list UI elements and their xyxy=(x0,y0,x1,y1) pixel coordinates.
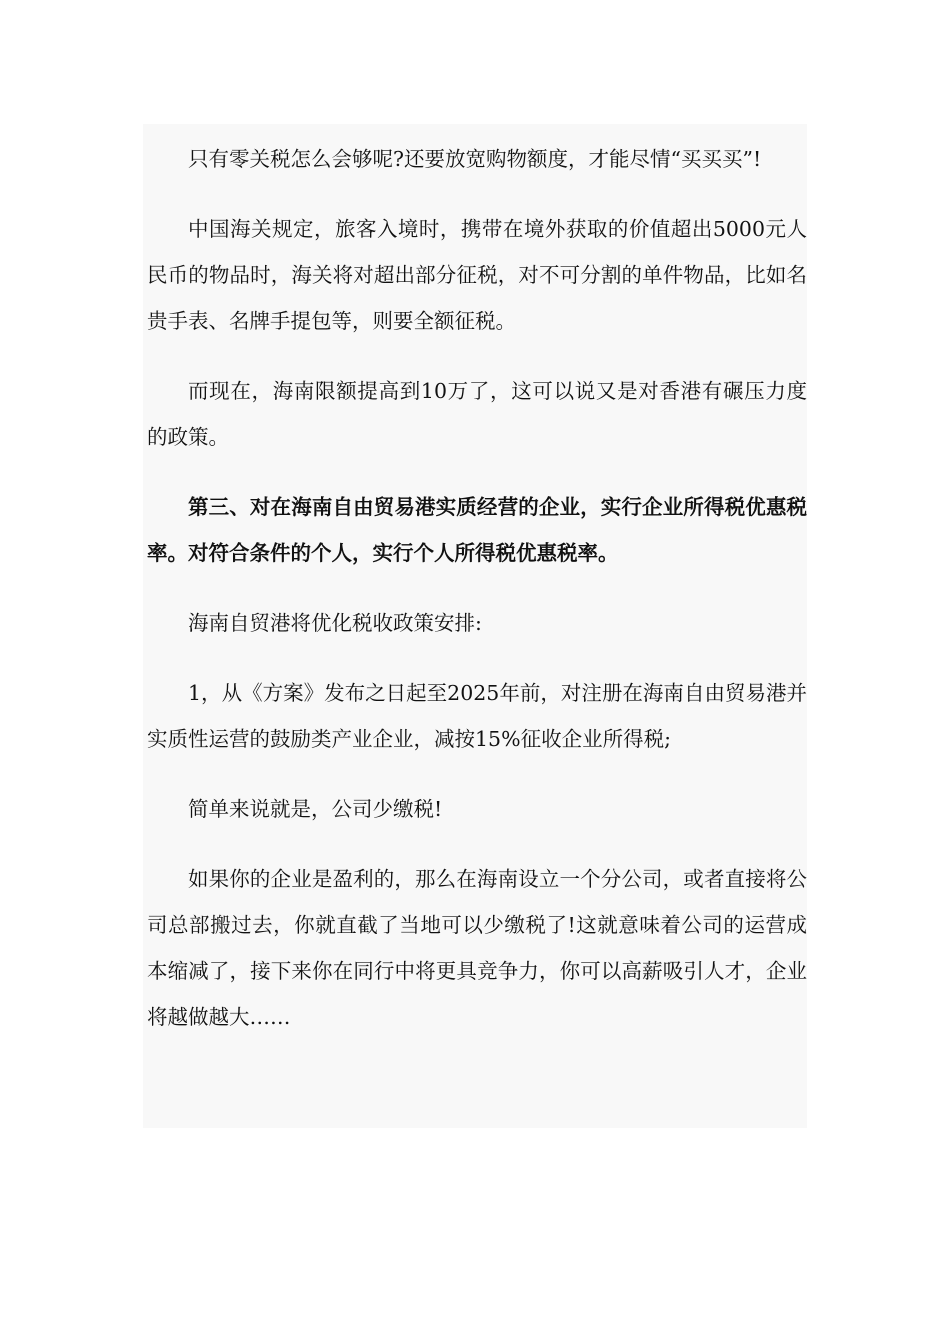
paragraph-summary: 简单来说就是，公司少缴税! xyxy=(188,797,443,821)
document-body xyxy=(143,124,807,1128)
paragraph-duty-free-shopping: 只有零关税怎么会够呢?还要放宽购物额度，才能尽情“买买买”! xyxy=(188,147,762,171)
paragraph-section-three-heading: 第三、对在海南自由贸易港实质经营的企业，实行企业所得税优惠税率。对符合条件的个人，实行个人所得税优惠税率。 xyxy=(147,495,807,565)
paragraph-business-benefits: 如果你的企业是盈利的，那么在海南设立一个分公司，或者直接将公司总部搬过去，你就直截了当地可以少缴税了!这就意味着公司的运营成本缩减了，接下来你在同行中将更具竞争力，你可以高薪吸引人才，企业将越做越大…… xyxy=(147,867,807,1029)
paragraph-hainan-limit: 而现在，海南限额提高到10万了，这可以说又是对香港有碾压力度的政策。 xyxy=(147,379,807,449)
paragraph-tax-policy-item-1: 1，从《方案》发布之日起至2025年前，对注册在海南自由贸易港并实质性运营的鼓励类产业企业，减按15%征收企业所得税; xyxy=(147,681,807,751)
paragraph-tax-policy-intro: 海南自贸港将优化税收政策安排: xyxy=(188,611,482,635)
paragraph-customs-rules: 中国海关规定，旅客入境时，携带在境外获取的价值超出5000元人民币的物品时，海关将对超出部分征税，对不可分割的单件物品，比如名贵手表、名牌手提包等，则要全额征税。 xyxy=(147,217,807,333)
